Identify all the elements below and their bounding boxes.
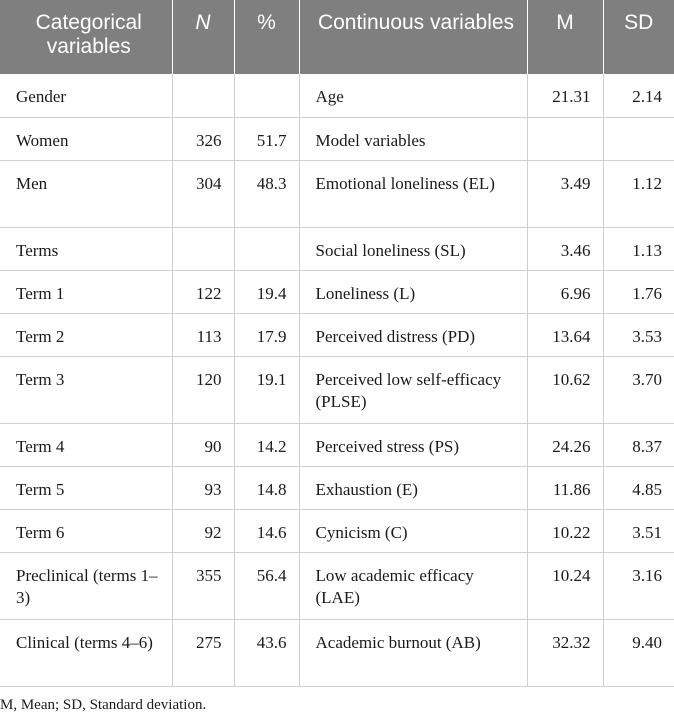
cell-sd [603,117,674,160]
cell-sd: 9.40 [603,619,674,686]
cell-continuous: Perceived stress (PS) [299,423,527,466]
cell-sd: 4.85 [603,466,674,509]
cell-percent [234,227,299,270]
cell-n: 92 [172,509,234,552]
cell-percent: 56.4 [234,552,299,619]
cell-percent: 19.4 [234,270,299,313]
table-row [0,270,674,313]
cell-n: 113 [172,313,234,356]
cell-mean: 32.32 [527,619,603,686]
cell-mean: 21.31 [527,74,603,117]
header-continuous-variables: Continuous variables [299,0,527,74]
cell-percent [234,74,299,117]
cell-categorical: Term 5 [0,466,172,509]
cell-n: 122 [172,270,234,313]
cell-categorical: Term 6 [0,509,172,552]
cell-categorical: Men [0,160,172,227]
cell-percent: 14.2 [234,423,299,466]
cell-continuous: Perceived low self-efficacy (PLSE) [299,356,527,423]
header-percent: % [234,0,299,74]
cell-continuous: Academic burnout (AB) [299,619,527,686]
cell-continuous: Age [299,74,527,117]
cell-mean: 13.64 [527,313,603,356]
cell-n: 326 [172,117,234,160]
cell-continuous: Loneliness (L) [299,270,527,313]
cell-sd: 8.37 [603,423,674,466]
table-row [0,160,674,227]
cell-percent: 51.7 [234,117,299,160]
cell-continuous: Emotional loneliness (EL) [299,160,527,227]
table-row [0,509,674,552]
table-row [0,313,674,356]
cell-percent: 19.1 [234,356,299,423]
cell-categorical: Terms [0,227,172,270]
cell-categorical: Women [0,117,172,160]
cell-sd: 3.51 [603,509,674,552]
header-n: N [172,0,234,74]
cell-mean: 3.46 [527,227,603,270]
cell-sd: 3.16 [603,552,674,619]
cell-continuous: Cynicism (C) [299,509,527,552]
table-header-row [0,0,674,74]
cell-continuous: Exhaustion (E) [299,466,527,509]
cell-categorical: Term 1 [0,270,172,313]
cell-n: 120 [172,356,234,423]
cell-categorical: Term 2 [0,313,172,356]
cell-mean: 10.24 [527,552,603,619]
table-row [0,74,674,117]
table-row [0,466,674,509]
cell-sd: 2.14 [603,74,674,117]
cell-percent: 14.6 [234,509,299,552]
cell-mean: 3.49 [527,160,603,227]
cell-sd: 1.12 [603,160,674,227]
header-sd: SD [603,0,674,74]
cell-n: 275 [172,619,234,686]
cell-categorical: Term 4 [0,423,172,466]
cell-n: 355 [172,552,234,619]
cell-sd: 1.13 [603,227,674,270]
cell-percent: 17.9 [234,313,299,356]
cell-mean: 10.62 [527,356,603,423]
cell-mean: 11.86 [527,466,603,509]
cell-continuous: Perceived distress (PD) [299,313,527,356]
header-categorical-variables: Categorical variables [0,0,172,74]
cell-percent: 14.8 [234,466,299,509]
cell-mean: 6.96 [527,270,603,313]
cell-mean: 10.22 [527,509,603,552]
cell-n [172,227,234,270]
cell-continuous: Low academic efficacy (LAE) [299,552,527,619]
table-row [0,227,674,270]
table-row [0,552,674,619]
table-footnote: M, Mean; SD, Standard deviation. [0,697,207,713]
cell-sd: 3.53 [603,313,674,356]
table-row [0,356,674,423]
cell-n: 90 [172,423,234,466]
cell-n [172,74,234,117]
table-row [0,423,674,466]
cell-continuous: Model variables [299,117,527,160]
cell-continuous: Social loneliness (SL) [299,227,527,270]
table-row [0,619,674,686]
cell-categorical: Gender [0,74,172,117]
cell-percent: 43.6 [234,619,299,686]
cell-categorical: Term 3 [0,356,172,423]
cell-categorical: Preclinical (terms 1–3) [0,552,172,619]
cell-percent: 48.3 [234,160,299,227]
cell-n: 93 [172,466,234,509]
cell-n: 304 [172,160,234,227]
header-mean: M [527,0,603,74]
cell-mean: 24.26 [527,423,603,466]
cell-categorical: Clinical (terms 4–6) [0,619,172,686]
cell-mean [527,117,603,160]
table-row [0,117,674,160]
cell-sd: 1.76 [603,270,674,313]
cell-sd: 3.70 [603,356,674,423]
